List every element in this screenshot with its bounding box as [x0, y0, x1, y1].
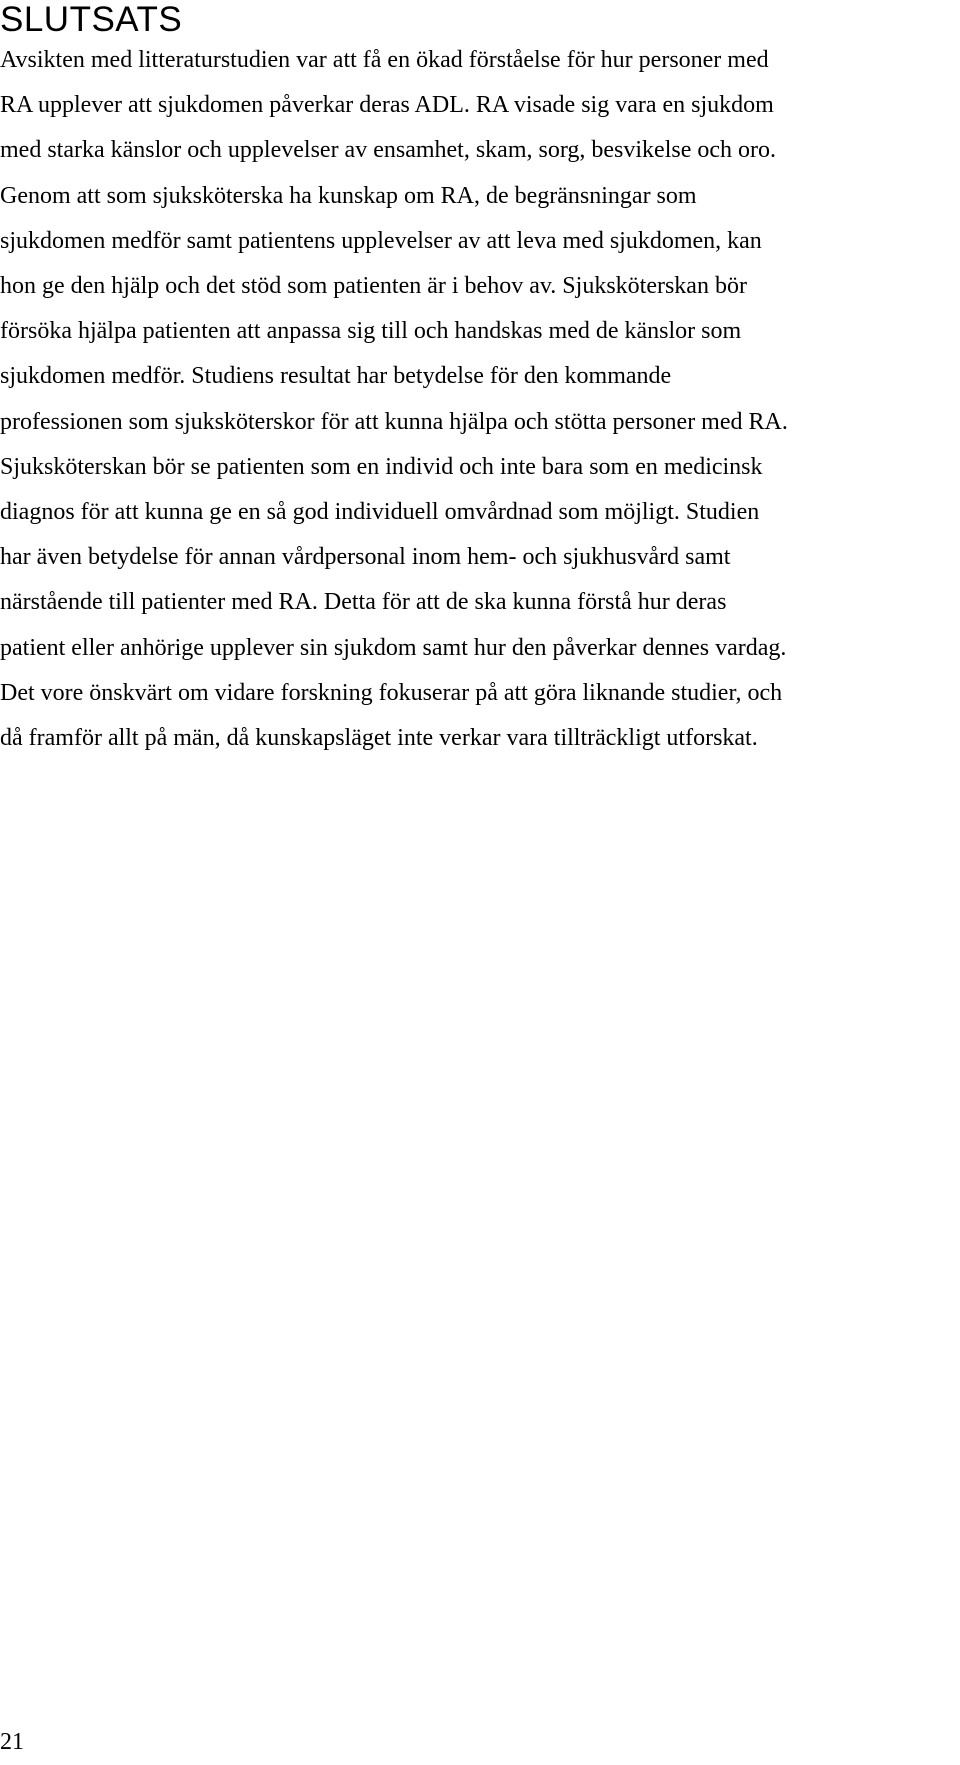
paragraph-line: Sjuksköterskan bör se patienten som en individ och inte bara som en medicinsk	[0, 453, 763, 480]
paragraph-line: Genom att som sjuksköterska ha kunskap om RA, de begränsningar som	[0, 182, 697, 209]
paragraph-line: då framför allt på män, då kunskapsläget inte verkar vara tillträckligt utforskat.	[0, 725, 758, 752]
paragraph-line: sjukdomen medför samt patientens upplevelser av att leva med sjukdomen, kan	[0, 227, 762, 254]
paragraph-line: Det vore önskvärt om vidare forskning fokuserar på att göra liknande studier, och	[0, 679, 783, 706]
paragraph-line: hon ge den hjälp och det stöd som patienten är i behov av. Sjuksköterskan bör	[0, 273, 747, 300]
paragraph-line: diagnos för att kunna ge en så god individuell omvårdnad som möjligt. Studien	[0, 499, 760, 526]
page-number: 21	[0, 1729, 24, 1755]
paragraph-line: patient eller anhörige upplever sin sjukdom samt hur den påverkar dennes vardag.	[0, 634, 787, 661]
paragraph-line: försöka hjälpa patienten att anpassa sig till och handskas med de känslor som	[0, 318, 742, 345]
paragraph-line: professionen som sjuksköterskor för att kunna hjälpa och stötta personer med RA.	[0, 408, 788, 435]
paragraph-line: Avsikten med litteraturstudien var att få en ökad förståelse för hur personer med	[0, 47, 769, 73]
conclusion-paragraph	[0, 38, 958, 761]
paragraph-line: har även betydelse för annan vårdpersonal inom hem- och sjukhusvård samt	[0, 544, 731, 571]
section-heading: SLUTSATS	[0, 0, 183, 39]
paragraph-line: sjukdomen medför. Studiens resultat har betydelse för den kommande	[0, 363, 672, 390]
paragraph-line: med starka känslor och upplevelser av ensamhet, skam, sorg, besvikelse och oro.	[0, 137, 777, 164]
paragraph-line: RA upplever att sjukdomen påverkar deras ADL. RA visade sig vara en sjukdom	[0, 92, 774, 119]
paragraph-line: närstående till patienter med RA. Detta för att de ska kunna förstå hur deras	[0, 589, 727, 616]
